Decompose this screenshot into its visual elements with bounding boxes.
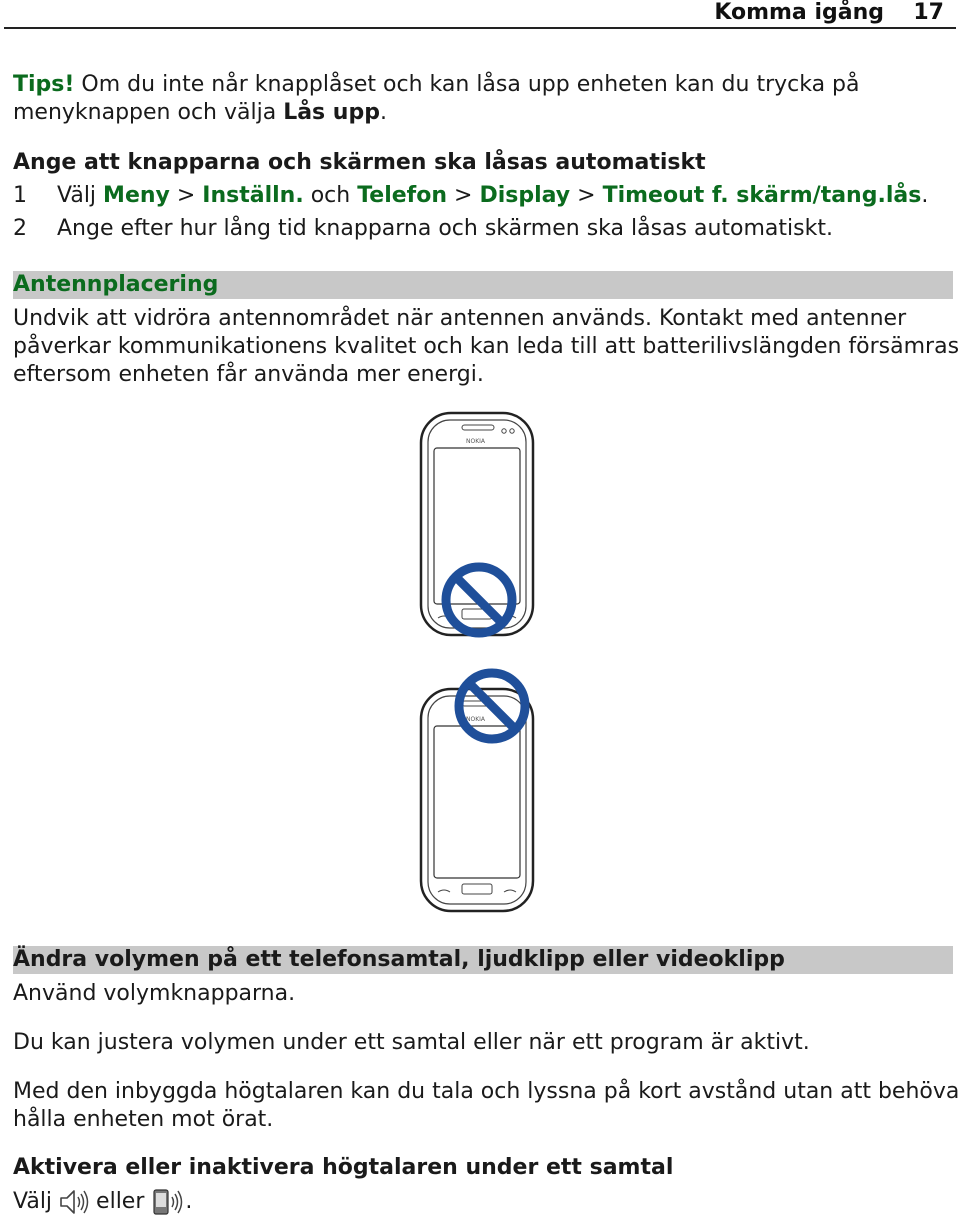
tip-period: . — [379, 100, 387, 125]
speaker-heading: Aktivera eller inaktivera högtalaren under ett samtal — [13, 1155, 674, 1180]
speaker-text: Välj — [13, 1189, 60, 1214]
volume-para-1: Använd volymknapparna. — [13, 981, 296, 1006]
volume-para-2: Du kan justera volymen under ett samtal eller när ett program är aktivt. — [13, 1030, 810, 1055]
autolock-step-2 — [13, 215, 833, 243]
handset-icon[interactable] — [151, 1188, 185, 1216]
timeout-term: Timeout f. skärm/tang.lås — [602, 183, 922, 208]
tip-lock-term: Lås upp — [283, 100, 380, 125]
step-period: . — [921, 183, 929, 208]
antenna-para-line-3: eftersom enheten får använda mer energi. — [13, 362, 484, 387]
volume-heading: Ändra volymen på ett telefonsamtal, ljudklipp eller videoklipp — [13, 946, 953, 974]
step-number: 1 — [13, 183, 27, 208]
tip-text: Om du inte når knapplåset och kan låsa upp enheten kan du trycka på — [74, 72, 860, 97]
phone-brand-label: NOKIA — [466, 716, 486, 723]
volume-para-3-line-1: Med den inbyggda högtalaren kan du tala och lyssna på kort avstånd utan att behöva — [13, 1079, 960, 1104]
section-title: Komma igång — [714, 0, 884, 25]
tip-text-2: menyknappen och välja — [13, 100, 284, 125]
separator: > — [169, 183, 203, 208]
menu-term: Meny — [103, 183, 170, 208]
separator: > — [447, 183, 480, 208]
step-text: och — [303, 183, 358, 208]
autolock-heading: Ange att knapparna och skärmen ska låsas automatiskt — [13, 150, 706, 175]
phone-illustration-top-antenna — [418, 666, 538, 918]
page-header — [4, 0, 956, 29]
tip-label: Tips! — [13, 72, 75, 97]
display-term: Display — [479, 183, 571, 208]
speaker-period: . — [185, 1189, 193, 1214]
loudspeaker-icon[interactable] — [59, 1188, 89, 1216]
speaker-text: eller — [89, 1189, 152, 1214]
antenna-para-line-2: påverkar kommunikationens kvalitet och kan leda till att batterilivslängden försämras — [13, 334, 960, 359]
antenna-heading: Antennplacering — [13, 271, 953, 299]
phone-term: Telefon — [357, 183, 448, 208]
step-number: 2 — [13, 216, 27, 241]
speaker-instruction — [13, 1188, 192, 1216]
autolock-step-1 — [13, 182, 928, 210]
step-text: Välj — [57, 183, 104, 208]
volume-para-3-line-2: hålla enheten mot örat. — [13, 1107, 274, 1132]
phone-brand-label: NOKIA — [466, 438, 486, 445]
separator: > — [570, 183, 603, 208]
tip-line-2 — [13, 99, 387, 127]
settings-term: Inställn. — [202, 183, 304, 208]
tip-line-1 — [13, 71, 860, 99]
step-text: Ange efter hur lång tid knapparna och skärmen ska låsas automatiskt. — [57, 216, 833, 241]
phone-illustration-bottom-antenna — [418, 410, 538, 642]
page-number: 17 — [913, 0, 944, 25]
antenna-para-line-1: Undvik att vidröra antennområdet när antennen används. Kontakt med antenner — [13, 306, 907, 331]
